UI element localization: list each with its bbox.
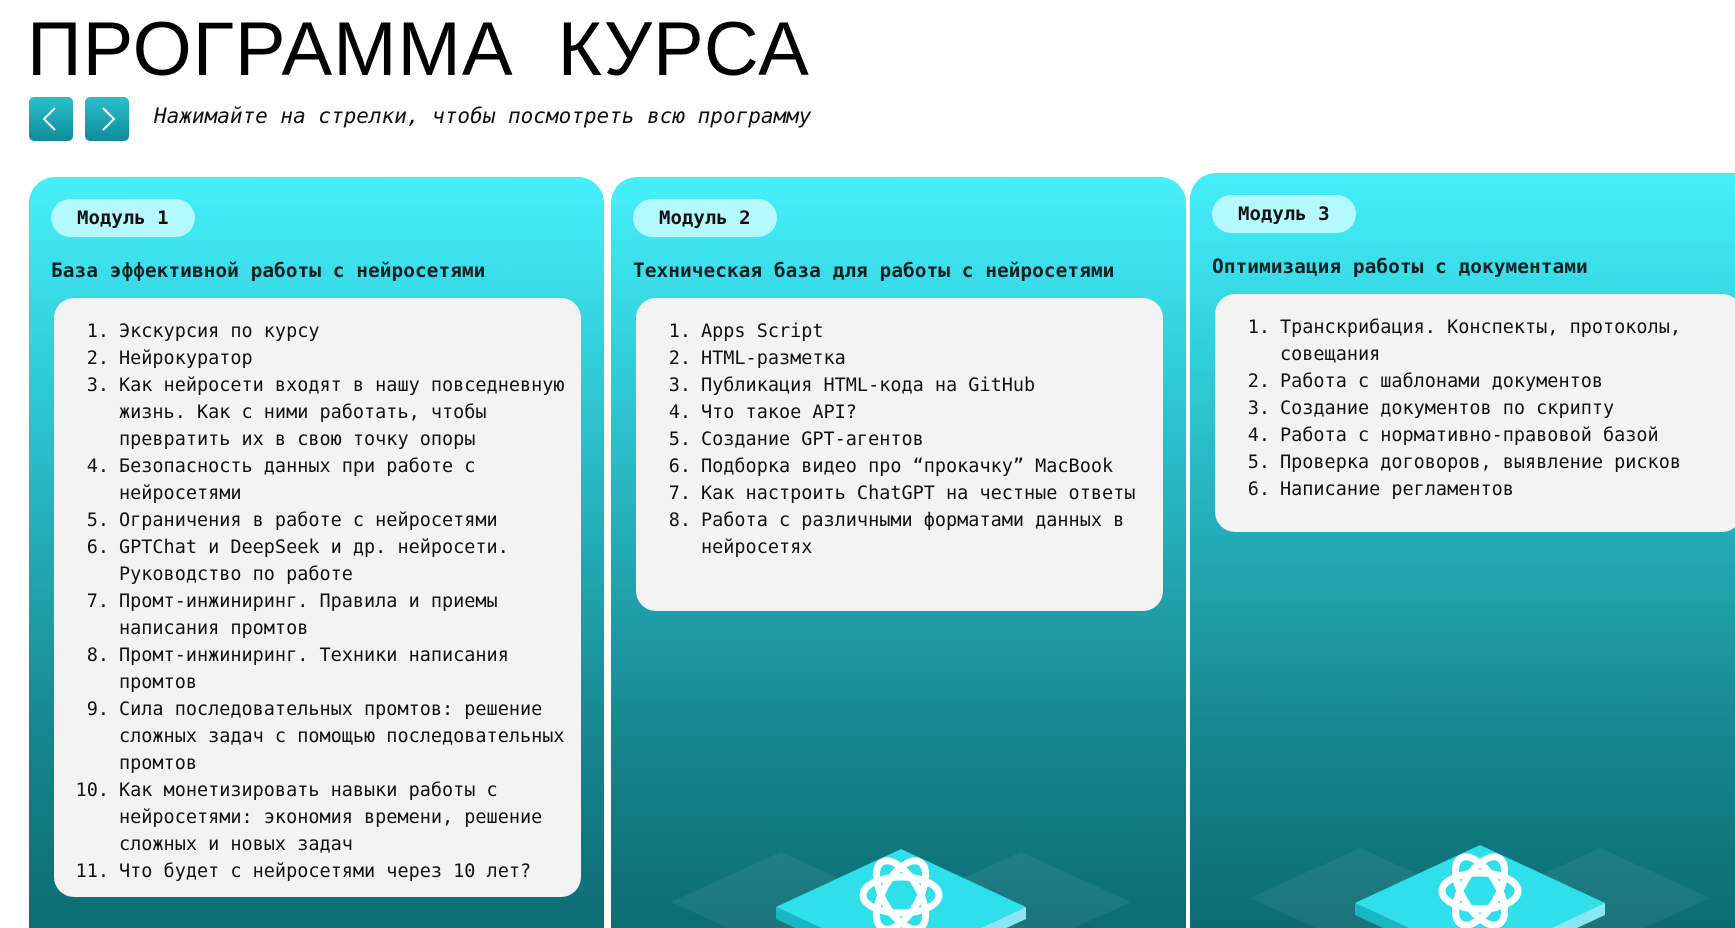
- topic-number: 4.: [668, 402, 691, 423]
- topic-text: Безопасность данных при работе с нейросетями: [119, 456, 476, 504]
- topic-text: Подборка видео про “прокачку” MacBook: [701, 456, 1114, 477]
- topic-text: Создание GPT-агентов: [701, 429, 924, 450]
- next-button[interactable]: [85, 97, 129, 141]
- topic-number: 9.: [86, 699, 109, 720]
- topic-number: 5.: [668, 429, 691, 450]
- chevron-left-icon: [29, 97, 73, 141]
- module-card-1: [29, 177, 604, 928]
- topic-text: Работа с нормативно-правовой базой: [1280, 425, 1659, 446]
- topic-text: Промт-инжиниринг. Техники написания промтов: [119, 645, 509, 693]
- topic-item: [656, 507, 1147, 561]
- topic-number: 8.: [86, 645, 109, 666]
- topic-text: Экскурсия по курсу: [119, 321, 320, 342]
- topic-item: [74, 318, 565, 345]
- module-title: Оптимизация работы с документами: [1212, 255, 1588, 278]
- topic-item: [74, 507, 565, 534]
- topic-number: 7.: [668, 483, 691, 504]
- topic-list-box: [54, 298, 581, 897]
- topic-text: GPTChat и DeepSeek и др. нейросети. Руководство по работе: [119, 537, 509, 585]
- topic-text: Что такое API?: [701, 402, 857, 423]
- topic-list-box: [636, 298, 1163, 611]
- topic-text: Транскрибация. Конспекты, протоколы, совещания: [1280, 317, 1681, 365]
- module-badge: Модуль 1: [51, 199, 195, 237]
- topic-item: [1235, 314, 1726, 368]
- topic-number: 6.: [668, 456, 691, 477]
- topic-text: Нейрокуратор: [119, 348, 253, 369]
- topic-number: 2.: [1247, 371, 1270, 392]
- topic-list-box: [1215, 294, 1735, 532]
- module-badge: Модуль 2: [633, 199, 777, 237]
- topic-item: [74, 588, 565, 642]
- topic-item: [74, 642, 565, 696]
- topic-number: 6.: [1247, 479, 1270, 500]
- topic-number: 6.: [86, 537, 109, 558]
- topic-item: [656, 426, 1147, 453]
- topic-number: 4.: [1247, 425, 1270, 446]
- topic-number: 1.: [668, 321, 691, 342]
- topic-number: 3.: [668, 375, 691, 396]
- topic-number: 5.: [86, 510, 109, 531]
- topic-number: 5.: [1247, 452, 1270, 473]
- topic-number: 1.: [86, 321, 109, 342]
- topic-item: [656, 480, 1147, 507]
- topic-list: [1235, 314, 1726, 503]
- topic-number: 2.: [668, 348, 691, 369]
- topic-item: [656, 318, 1147, 345]
- topic-number: 4.: [86, 456, 109, 477]
- topic-number: 7.: [86, 591, 109, 612]
- module-card-3: [1190, 173, 1735, 928]
- openai-logo-icon: [1190, 793, 1735, 928]
- topic-text: Работа с шаблонами документов: [1280, 371, 1604, 392]
- topic-item: [74, 453, 565, 507]
- topic-text: Ограничения в работе с нейросетями: [119, 510, 498, 531]
- topic-item: [74, 777, 565, 858]
- topic-item: [1235, 395, 1726, 422]
- topic-list: [656, 318, 1147, 561]
- topic-number: 2.: [86, 348, 109, 369]
- module-title: База эффективной работы с нейросетями: [51, 259, 486, 282]
- openai-logo-icon: [611, 797, 1186, 928]
- navigation-hint: Нажимайте на стрелки, чтобы посмотреть всю программу: [154, 104, 812, 128]
- topic-text: HTML-разметка: [701, 348, 846, 369]
- topic-item: [656, 453, 1147, 480]
- topic-text: Проверка договоров, выявление рисков: [1280, 452, 1681, 473]
- topic-item: [1235, 368, 1726, 395]
- topic-item: [656, 345, 1147, 372]
- topic-text: Как нейросети входят в нашу повседневную жизнь. Как с ними работать, чтобы превратить их в свою точку опоры: [119, 375, 565, 450]
- topic-item: [74, 345, 565, 372]
- topic-number: 10.: [75, 780, 109, 801]
- topic-text: Написание регламентов: [1280, 479, 1514, 500]
- topic-text: Что будет с нейросетями через 10 лет?: [119, 861, 532, 882]
- page-title: ПРОГРАММА КУРСА: [27, 7, 810, 92]
- topic-item: [656, 399, 1147, 426]
- topic-number: 11.: [75, 861, 109, 882]
- module-badge: Модуль 3: [1212, 195, 1356, 233]
- topic-item: [656, 372, 1147, 399]
- topic-number: 3.: [1247, 398, 1270, 419]
- topic-text: Сила последовательных промтов: решение сложных задач с помощью последовательных промтов: [119, 699, 565, 774]
- topic-item: [74, 534, 565, 588]
- topic-text: Публикация HTML-кода на GitHub: [701, 375, 1036, 396]
- topic-item: [74, 858, 565, 885]
- module-title: Техническая база для работы с нейросетями: [633, 259, 1115, 282]
- topic-number: 8.: [668, 510, 691, 531]
- topic-text: Создание документов по скрипту: [1280, 398, 1615, 419]
- topic-item: [1235, 449, 1726, 476]
- chevron-right-icon: [85, 97, 129, 141]
- topic-text: Как монетизировать навыки работы с нейросетями: экономия времени, решение сложных и новых задач: [119, 780, 543, 855]
- topic-item: [1235, 476, 1726, 503]
- topic-text: Apps Script: [701, 321, 824, 342]
- topic-item: [74, 696, 565, 777]
- topic-item: [1235, 422, 1726, 449]
- topic-text: Как настроить ChatGPT на честные ответы: [701, 483, 1136, 504]
- topic-list: [74, 318, 565, 885]
- prev-button[interactable]: [29, 97, 73, 141]
- topic-number: 3.: [86, 375, 109, 396]
- topic-number: 1.: [1247, 317, 1270, 338]
- topic-text: Промт-инжиниринг. Правила и приемы написания промтов: [119, 591, 498, 639]
- module-card-2: [611, 177, 1186, 928]
- topic-item: [74, 372, 565, 453]
- topic-text: Работа с различными форматами данных в нейросетях: [701, 510, 1125, 558]
